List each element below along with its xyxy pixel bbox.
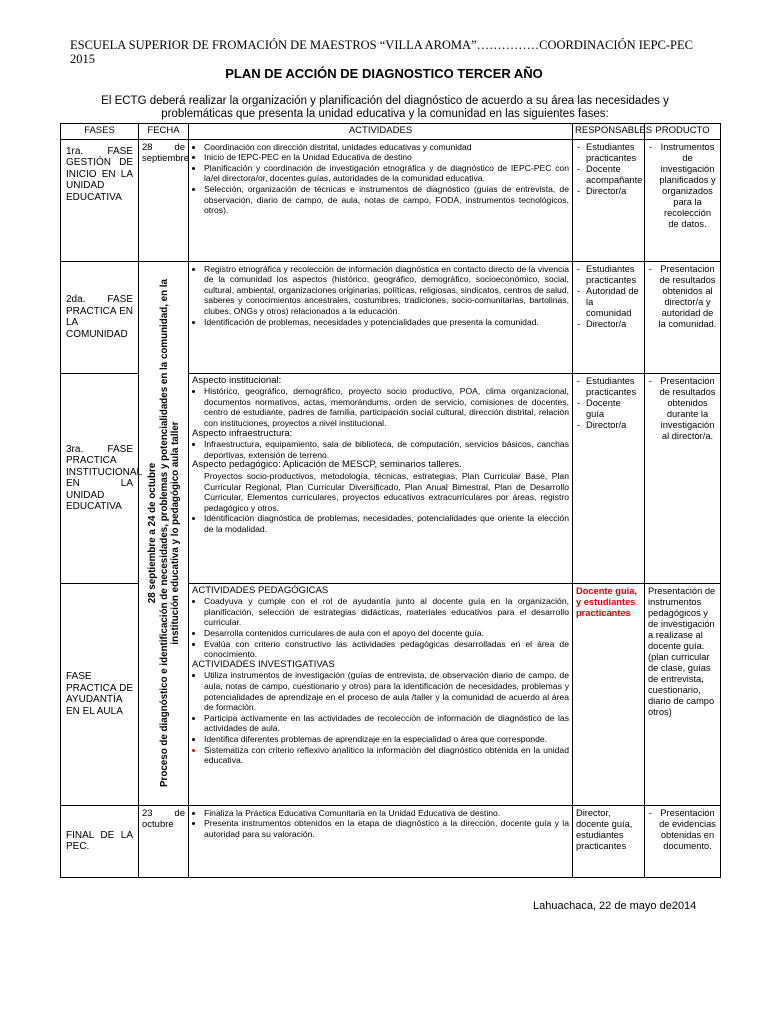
table-row xyxy=(61,261,721,373)
intro-paragraph: El ECTG deberá realizar la organización y planificación del diagnóstico de acuerdo a su área las necesidades y problemáticas que presenta la unidad educativa y la comunidad en las siguientes fases: xyxy=(101,95,669,120)
responsables-cell xyxy=(573,139,645,261)
activity-item: • Infraestructura, equipamiento, sala de biblioteca, de computación, servicios básicos, canchas deportivas, extensión de terreno. xyxy=(204,439,569,460)
activity-item: • Evalúa con criterio constructivo las actividades pedagógicas desarrolladas en el área de conocimiento. xyxy=(204,639,569,660)
actividades-cell xyxy=(189,139,573,261)
actividades-cell xyxy=(189,261,573,373)
activity-item: • Identificación diagnóstica de problemas, necesidades, potencialidades que oriente la elección de la modalidad. xyxy=(204,513,569,534)
section-paragraph: Proyectos socio-productivos, metodología, técnicas, estrategias, Plan Curricular Base, Plan Curricular Regional, Plan Curricular Diversificado, Plan Anual Bimestral, Plan de Desarrollo Curricular, Elementos curriculares, proyectos educativos extracurriculares por áreas, registro pedagógico y otros. xyxy=(204,470,569,513)
activity-item: • Coordinación con dirección distrital, unidades educativas y comunidad xyxy=(204,142,569,153)
col-header-fecha: FECHA xyxy=(139,124,189,140)
section-title: Aspecto pedagógico: Aplicación de MESCP, seminarios talleres. xyxy=(192,459,462,471)
col-header-responsables: RESPONSABLES xyxy=(573,124,645,140)
activity-item: • Planificación y coordinación de investigación etnográfica y de diagnóstico de IEPC-PEC con la/el directora/or, docentes guías, autoridades de la comunidad educativa. xyxy=(204,163,569,184)
actividades-cell xyxy=(189,583,573,805)
fecha-cell: 28 de septiembre xyxy=(139,139,189,261)
activity-item: • Participa activamente en las actividades de recolección de información de diagnóstico de las actividades de aula. xyxy=(204,713,569,734)
activity-item: • Identificación de problemas, necesidades y potencialidades que presenta la comunidad. xyxy=(204,317,569,328)
actividades-cell xyxy=(189,373,573,583)
col-header-fases: FASES xyxy=(61,124,139,140)
section-title: ACTIVIDADES INVESTIGATIVAS xyxy=(192,658,335,670)
fase-cell: FINAL DE LA PEC. xyxy=(61,805,139,877)
responsable-item: - Autoridad de la comunidad xyxy=(576,286,641,319)
responsable-item: - Estudiantes practicantes xyxy=(576,142,641,164)
activity-item: • Utiliza instrumentos de investigación (guías de entrevista, de observación diario de campo, de aula, notas de campo, cuestionario y otros) para la identificación de necesidades, problemas y potencialidades de aprendizaje en el proceso de aula /taller y la comunidad de acuerdo al área de formación. xyxy=(204,670,569,712)
fase-cell: 2da. FASE PRACTICA EN LA COMUNIDAD xyxy=(61,261,139,373)
responsables-cell: Director, docente guía, estudiantes practicantes xyxy=(573,805,645,877)
responsables-cell xyxy=(573,261,645,373)
producto-cell xyxy=(645,261,721,373)
activity-item: • Inicio de IEPC-PEC en la Unidad Educativa de destino xyxy=(204,152,569,163)
responsable-item: - Director/a xyxy=(576,420,641,431)
fecha-cell-merged xyxy=(139,261,189,805)
activity-item: • Selección, organización de técnicas e instrumentos de diagnóstico (guías de entrevista, de observación, diario de campo, de aula, notas de campo, FODA, instrumentos tecnológicos, otros). xyxy=(204,184,569,216)
producto-item: - Presentación de evidencias obtenidas en documento. xyxy=(648,808,717,852)
activity-item: • Histórico, geográfico, demográfico, proyecto socio productivo, POA, clima organizacional, documentos normativos, actas, memorándums, orden de servicio, comisiones de docentes, centro de estudiante, padres de familia, participación social cultural, dirección distrital, relación con instituciones, proyectos a nivel institucional. xyxy=(204,386,569,428)
table-row xyxy=(61,139,721,261)
responsables-cell: Docente guía, y estudiantes practicantes xyxy=(573,583,645,805)
producto-item: - Presentación de resultados obtenidos al director/a y autoridad de la comunidad. xyxy=(648,264,717,330)
responsable-item: - Docente guía xyxy=(576,398,641,420)
fase-cell: 3ra. FASE PRACTICA INSTITUCIONAL EN LA UNIDAD EDUCATIVA xyxy=(61,373,139,583)
responsable-item: - Director/a xyxy=(576,186,641,197)
activity-item: • Finaliza la Práctica Educativa Comunitaria en la Unidad Educativa de destino. xyxy=(204,808,569,819)
fase-cell: 1ra. FASE GESTIÓN DE INICIO EN LA UNIDAD EDUCATIVA xyxy=(61,139,139,261)
vertical-fecha-text xyxy=(146,273,181,793)
section-title: Aspecto institucional: xyxy=(192,374,282,386)
fase-cell: FASE PRACTICA DE AYUDANTÍA EN EL AULA xyxy=(61,583,139,805)
footer-date: Lahuachaca, 22 de mayo de2014 xyxy=(533,900,697,912)
section-title: Aspecto infraestructura: xyxy=(192,427,293,439)
activity-item: • Sistematiza con criterio reflexivo analítico la información del diagnóstico obtenida en la unidad educativa. xyxy=(204,745,569,766)
vertical-process: Proceso de diagnóstico e identificación de necesidades, problemas y potencialidades en la comunidad, en la institución educativa y lo pedagógico aula taller xyxy=(157,279,181,788)
producto-item: - Instrumentos de investigación planificados y organizados para la recolección de datos. xyxy=(648,142,717,230)
responsable-item: - Director/a xyxy=(576,319,641,330)
producto-cell: Presentación de instrumentos pedagógicos y de investigación a realizase al docente guía. (plan curricular de clase, guías de entrevista, cuestionario, diario de campo otros) xyxy=(645,583,721,805)
table-header-row xyxy=(61,124,721,140)
responsable-item: - Docente acompañante xyxy=(576,164,641,186)
producto-cell xyxy=(645,139,721,261)
table-row xyxy=(61,805,721,877)
col-header-producto: PRODUCTO xyxy=(645,124,721,140)
producto-item: - Presentación de resultados obtenidos durante la investigación al director/a. xyxy=(648,376,717,442)
document-title: PLAN DE ACCIÓN DE DIAGNOSTICO TERCER AÑO xyxy=(225,66,543,81)
producto-cell xyxy=(645,373,721,583)
col-header-actividades: ACTIVIDADES xyxy=(189,124,573,140)
activity-item: • Coadyuva y cumple con el rol de ayudantía junto al docente guía en la organización, planificación, selección de estrategias didácticas, materiales educativos para el desarrollo curricular. xyxy=(204,596,569,628)
activity-item: • Presenta instrumentos obtenidos en la etapa de diagnóstico a la dirección, docente guía y la autoridad para su valoración. xyxy=(204,818,569,839)
actividades-cell xyxy=(189,805,573,877)
activity-item: • Desarrolla contenidos curriculares de aula con el apoyo del docente guía. xyxy=(204,628,569,639)
activity-item: • Registro etnográfica y recolección de información diagnóstica en contacto directo de la vivencia de la comunidad los aspectos (histórico, geográfico, demográfico, socioeconómico, social, cultural, ambiental, organizaciones originarias, políticas, religiosas, sindicatos, centros de salud, saberes y conocimientos ancestrales, costumbres, tradiciones, socio-comunitarias, bartolinas, clubes, ONGs y otros) relacionados a la educación. xyxy=(204,264,569,317)
responsables-cell xyxy=(573,373,645,583)
producto-cell xyxy=(645,805,721,877)
responsable-item: - Estudiantes practicantes xyxy=(576,264,641,286)
responsable-item: - Estudiantes practicantes xyxy=(576,376,641,398)
fecha-cell: 23 de octubre xyxy=(139,805,189,877)
activity-item: • Identifica diferentes problemas de aprendizaje en la especialidad o área que corresponde. xyxy=(204,734,569,745)
vertical-date: 28 septiembre a 24 de octubre xyxy=(146,462,158,604)
institution-header: ESCUELA SUPERIOR DE FROMACIÓN DE MAESTROS “VILLA AROMA”……………COORDINACIÓN IEPC-PEC 2015 xyxy=(70,38,693,66)
section-title: ACTIVIDADES PEDAGÓGICAS xyxy=(192,584,329,596)
action-plan-table xyxy=(60,123,721,878)
